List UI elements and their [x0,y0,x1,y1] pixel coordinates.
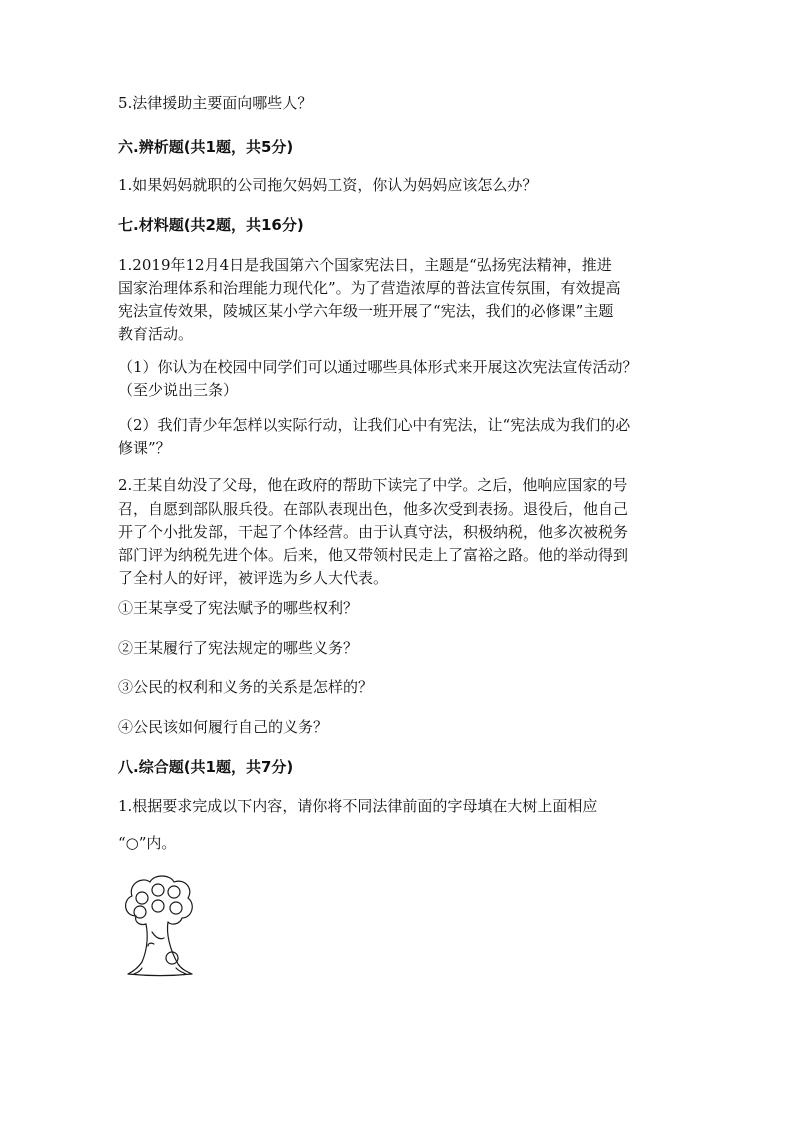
section-7-question-2-sub-4: ④公民该如何履行自己的义务？ [118,718,329,736]
section-6-heading: 六.辨析题(共1题，共5分) [118,138,294,156]
paragraph-line: 教育活动。 [118,325,194,343]
section-7-question-2-sub-2: ②王某履行了宪法规定的哪些义务？ [118,639,359,657]
paragraph-line: 宪法宣传效果，陵城区某小学六年级一班开展了“宪法，我们的必修课”主题 [118,302,614,320]
section-6-question-1: 1.如果妈妈就职的公司拖欠妈妈工资，你认为妈妈应该怎么办？ [118,176,538,194]
section-7-question-2-sub-3: ③公民的权利和义务的关系是怎样的？ [118,678,374,696]
question-5: 5.法律援助主要面向哪些人？ [118,94,313,112]
paragraph-line: 部门评为纳税先进个体。后来，他又带领村民走上了富裕之路。他的举动得到 [118,546,629,564]
section-7-heading: 七.材料题(共2题，共16分) [118,216,304,234]
section-8-question-1-line-1: 1.根据要求完成以下内容，请你将不同法律前面的字母填在大树上面相应 [118,797,598,815]
paragraph-line: （1）你认为在校园中同学们可以通过哪些具体形式来开展这次宪法宣传活动？ [118,358,638,376]
paragraph-line: 修课”？ [118,439,171,457]
paragraph-line: （2）我们青少年怎样以实际行动，让我们心中有宪法，让“宪法成为我们的必 [118,416,631,434]
section-7-question-2-sub-1: ①王某享受了宪法赋予的哪些权利？ [118,599,359,617]
paragraph-line: 1.2019年12月4日是我国第六个国家宪法日，主题是“弘扬宪法精神，推进 [118,256,612,274]
section-8-heading: 八.综合题(共1题，共7分) [118,758,294,776]
paragraph-line: 召，自愿到部队服兵役。在部队表现出色，他多次受到表扬。退役后，他自己 [118,500,629,518]
paragraph-line: 2.王某自幼没了父母，他在政府的帮助下读完了中学。之后，他响应国家的号 [118,476,628,494]
paragraph-line: 开了个小批发部，干起了个体经营。由于认真守法，积极纳税，他多次被税务 [118,523,629,541]
paragraph-line: （至少说出三条） [118,381,239,399]
paragraph-line: 国家治理体系和治理能力现代化”。为了营造浓厚的普法宣传氛围，有效提高 [118,279,621,297]
tree-with-circles-icon [118,872,198,978]
section-8-question-1-line-2: “○”内。 [118,834,177,852]
paragraph-line: 了全村人的好评，被评选为乡人大代表。 [118,569,389,587]
